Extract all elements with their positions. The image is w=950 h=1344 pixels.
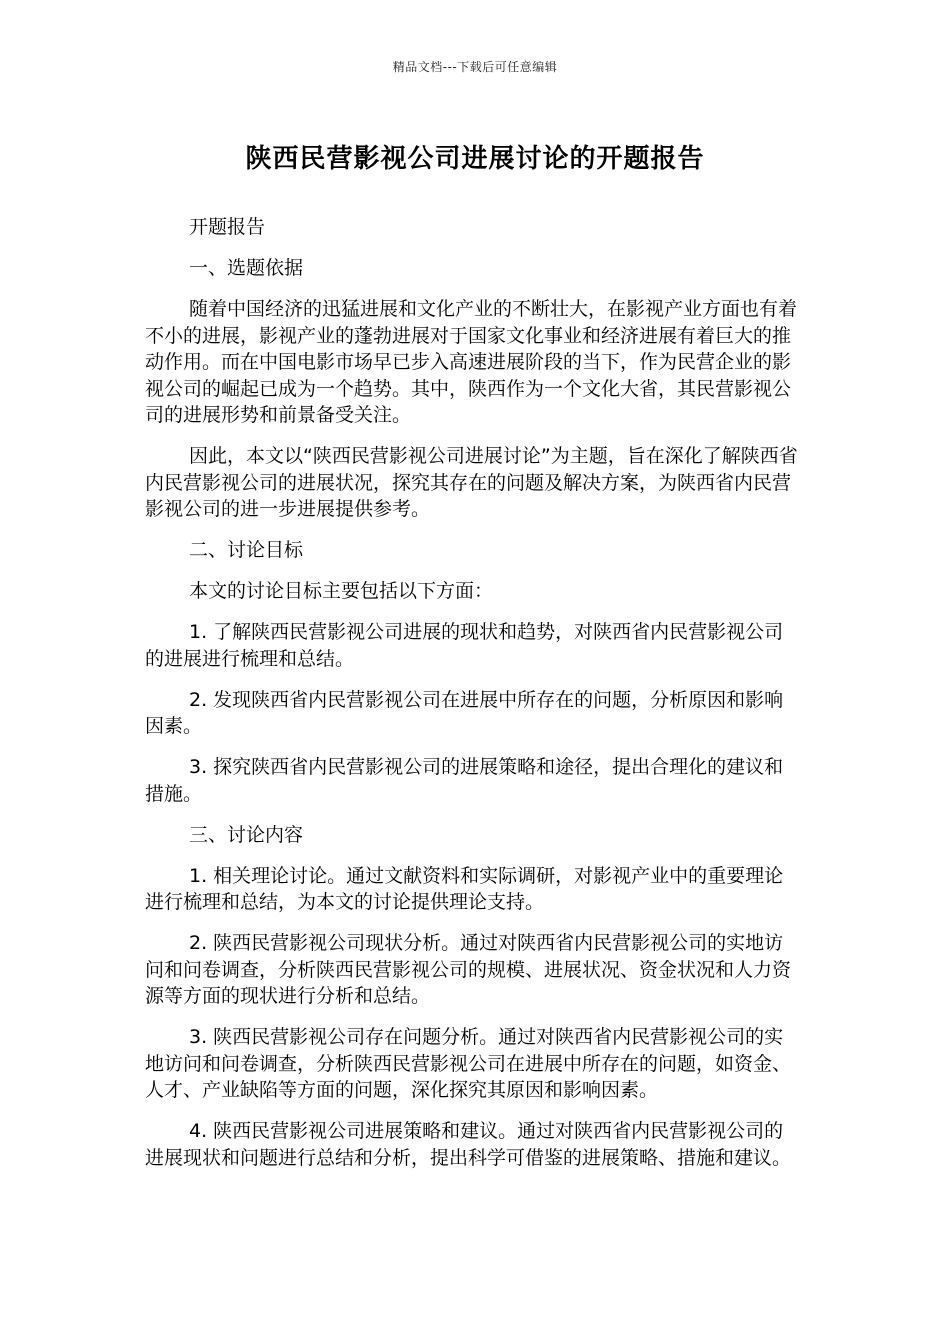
- paragraph-label: 开题报告: [189, 216, 266, 238]
- document-title: 陕西民营影视公司进展讨论的开题报告: [245, 144, 705, 174]
- list-item: 1. 了解陕西民营影视公司进展的现状和趋势，对陕西省内民营影视公司的进展进行梳理和总结。: [145, 621, 784, 670]
- paragraph: 本文的讨论目标主要包括以下方面：: [189, 580, 494, 602]
- section-heading: 二、讨论目标: [189, 539, 304, 561]
- page-header: 精品文档---下载后可任意编辑: [392, 60, 558, 74]
- list-item: 3. 陕西民营影视公司存在问题分析。通过对陕西省内民营影视公司的实地访问和问卷调查，分析陕西民营影视公司在进展中所存在的问题，如资金、人才、产业缺陷等方面的问题，深化探究其原因和影响因素。: [145, 1026, 792, 1101]
- paragraph: 因此，本文以“陕西民营影视公司进展讨论”为主题，旨在深化了解陕西省内民营影视公司的进展状况，探究其存在的问题及解决方案，为陕西省内民营影视公司的进一步进展提供参考。: [145, 445, 798, 520]
- list-item: 2. 陕西民营影视公司现状分析。通过对陕西省内民营影视公司的实地访问和问卷调查，分析陕西民营影视公司的规模、进展状况、资金状况和人力资源等方面的现状进行分析和总结。: [145, 932, 792, 1007]
- list-item: 2. 发现陕西省内民营影视公司在进展中所存在的问题，分析原因和影响因素。: [145, 688, 784, 737]
- paragraph: 随着中国经济的迅猛进展和文化产业的不断壮大，在影视产业方面也有着不小的进展，影视产业的蓬勃进展对于国家文化事业和经济进展有着巨大的推动作用。而在中国电影市场早已步入高速进展阶段的当下，作为民营企业的影视公司的崛起已成为一个趋势。其中，陕西作为一个文化大省，其民营影视公司的进展形势和前景备受关注。: [145, 298, 798, 426]
- list-item: 4. 陕西民营影视公司进展策略和建议。通过对陕西省内民营影视公司的进展现状和问题进行总结和分析，提出科学可借鉴的进展策略、措施和建议。: [145, 1120, 792, 1169]
- list-item: 3. 探究陕西省内民营影视公司的进展策略和途径，提出合理化的建议和措施。: [145, 756, 784, 805]
- section-heading: 一、选题依据: [189, 257, 304, 279]
- list-item: 1. 相关理论讨论。通过文献资料和实际调研，对影视产业中的重要理论进行梳理和总结，为本文的讨论提供理论支持。: [145, 864, 784, 913]
- section-heading: 三、讨论内容: [189, 823, 304, 846]
- document-body: [145, 214, 800, 1186]
